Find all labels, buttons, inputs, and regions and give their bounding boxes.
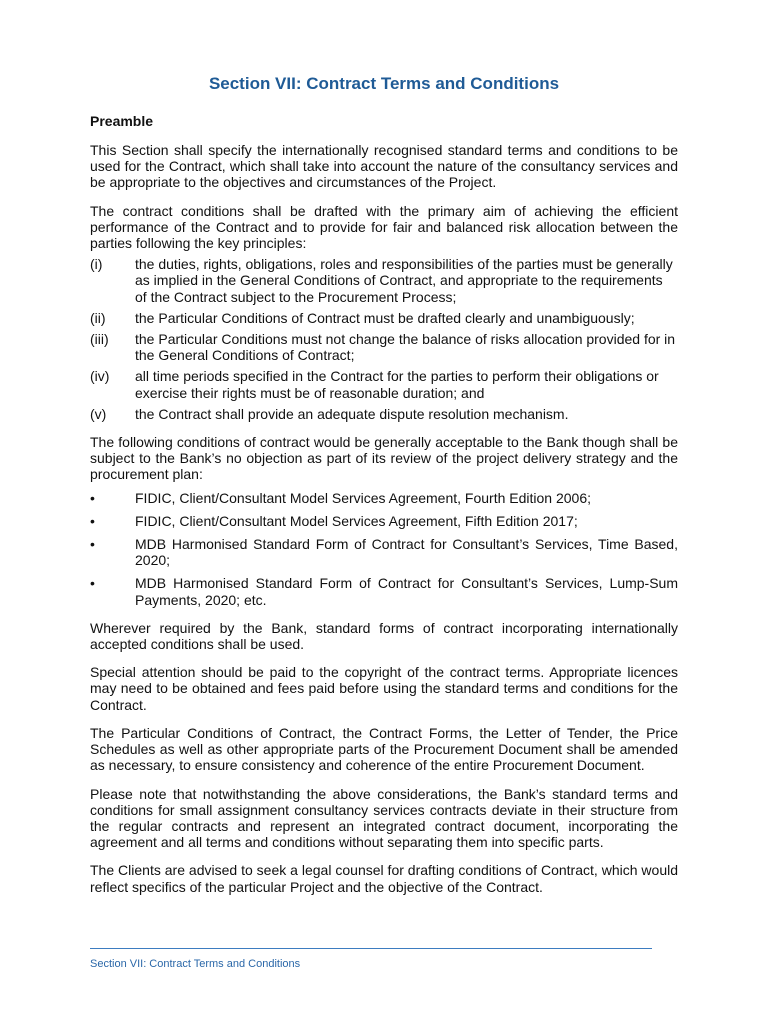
principle-item xyxy=(90,256,678,305)
paragraph-small-assignments: Please note that notwithstanding the above considerations, the Bank’s standard terms and conditions for small assignment consultancy services contracts deviate in their structure from the regular contracts and represent an integrated contract document, incorporating the agreement and all terms and conditions without separating them into specific parts. xyxy=(90,785,678,851)
principles-list xyxy=(90,256,678,422)
contract-form-item xyxy=(90,575,678,607)
contract-form-text: FIDIC, Client/Consultant Model Services Agreement, Fourth Edition 2006; xyxy=(135,489,591,506)
bullet-icon: • xyxy=(90,575,95,592)
contract-form-text: FIDIC, Client/Consultant Model Services Agreement, Fifth Edition 2017; xyxy=(135,512,578,529)
principle-number: (i) xyxy=(90,256,103,273)
paragraph-copyright: Special attention should be paid to the copyright of the contract terms. Appropriate licences may need to be obtained and fees paid before using the standard terms and conditions for the Contract. xyxy=(90,664,678,713)
paragraph-standard-forms: Wherever required by the Bank, standard forms of contract incorporating internationally accepted conditions shall be used. xyxy=(90,619,678,653)
principle-text: the Particular Conditions of Contract must be drafted clearly and unambiguously; xyxy=(135,309,635,326)
principle-number: (v) xyxy=(90,405,107,422)
paragraph-acceptable-conditions: The following conditions of contract would be generally acceptable to the Bank though shall be subject to the Bank’s no objection as part of its review of the project delivery strategy and the procurement plan: xyxy=(90,434,678,483)
contract-form-item xyxy=(90,536,678,568)
principle-text: the duties, rights, obligations, roles and responsibilities of the parties must be generally as implied in the General Conditions of Contract, and appropriate to the requirements of the Contract subject to the Procurement Process; xyxy=(135,256,673,305)
footer-divider xyxy=(90,948,652,949)
principle-item xyxy=(90,310,678,326)
paragraph-amendments: The Particular Conditions of Contract, the Contract Forms, the Letter of Tender, the Price Schedules as well as other appropriate parts of the Procurement Document shall be amended as necessary, to ensure consistency and coherence of the entire Procurement Document. xyxy=(90,724,678,774)
principle-number: (ii) xyxy=(90,309,106,326)
document-page xyxy=(90,72,678,895)
page-footer: Section VII: Contract Terms and Conditions xyxy=(90,958,301,970)
principle-text: the Contract shall provide an adequate dispute resolution mechanism. xyxy=(135,405,569,422)
principle-text: all time periods specified in the Contract for the parties to perform their obligations or exercise their rights must be of reasonable duration; and xyxy=(135,368,659,401)
principle-number: (iv) xyxy=(90,368,110,385)
contract-forms-list xyxy=(90,490,678,608)
paragraph-scope: This Section shall specify the internationally recognised standard terms and conditions to be used for the Contract, which shall take into account the nature of the consultancy services and be appropriate to the objectives and circumstances of the Project. xyxy=(90,142,678,191)
bullet-icon: • xyxy=(90,489,95,506)
paragraph-legal-counsel: The Clients are advised to seek a legal counsel for drafting conditions of Contract, which would reflect specifics of the particular Project and the objective of the Contract. xyxy=(90,862,678,895)
principle-item xyxy=(90,368,678,400)
bullet-icon: • xyxy=(90,536,95,553)
contract-form-item xyxy=(90,490,678,506)
contract-form-item xyxy=(90,513,678,529)
principle-text: the Particular Conditions must not change the balance of risks allocation provided for in the General Conditions of Contract; xyxy=(135,331,676,364)
principle-item xyxy=(90,331,678,363)
contract-form-text: MDB Harmonised Standard Form of Contract for Consultant’s Services, Time Based, 2020; xyxy=(135,536,678,569)
principle-item xyxy=(90,406,678,422)
paragraph-key-principles: The contract conditions shall be drafted with the primary aim of achieving the efficient performance of the Contract and to provide for fair and balanced risk allocation between the parties following the key principles: xyxy=(90,202,678,252)
contract-form-text: MDB Harmonised Standard Form of Contract for Consultant’s Services, Lump-Sum Payments, 2020; etc. xyxy=(135,575,678,608)
preamble-heading: Preamble xyxy=(90,113,154,129)
section-title: Section VII: Contract Terms and Conditions xyxy=(208,74,560,93)
principle-number: (iii) xyxy=(90,331,109,348)
bullet-icon: • xyxy=(90,512,95,529)
